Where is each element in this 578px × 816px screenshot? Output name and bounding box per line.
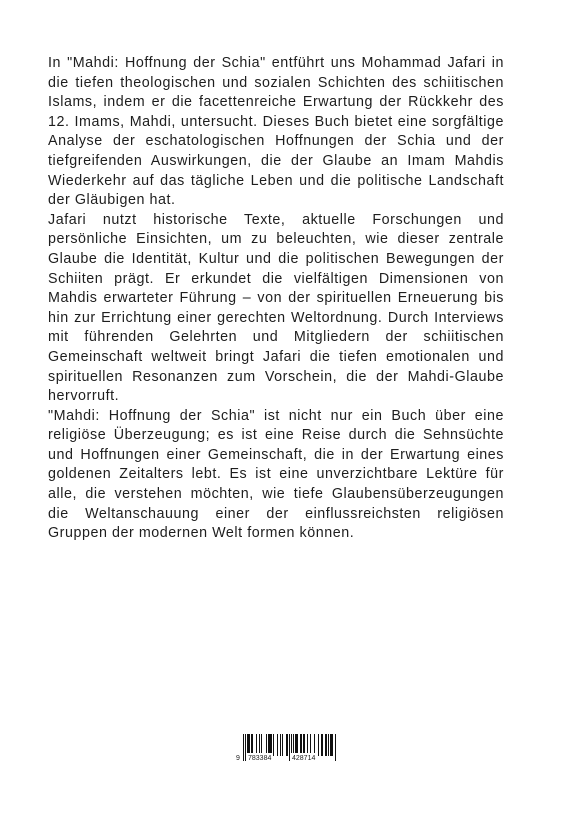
blurb-paragraph-1: In "Mahdi: Hoffnung der Schia" entführt uns Mohammad Jafari in die tiefen theologischen und sozialen Schichten des schiitischen Islams, indem er die facettenreiche Erwartung der Rückkehr des 12. Imams, Mahdi, untersucht. Dieses Buch bietet eine sorgfältige Analyse der eschatologischen Hoffnungen der Schia und der tiefgreifenden Auswirkungen, die der Glaube an Imam Mahdis Wiederkehr auf das tägliche Leben und die politische Landschaft der Gläubigen hat. (48, 55, 504, 209)
isbn-barcode (233, 734, 337, 766)
blurb-paragraph-2: Jafari nutzt historische Texte, aktuelle Forschungen und persönliche Einsichten, um zu beleuchten, wie dieser zentrale Glaube die Identität, Kultur und die politischen Bewegungen der Schiiten prägt. Er erkundet die vielfältigen Dimensionen von Mahdis erwarteter Führung – von der spirituellen Erneuerung bis hin zur Errichtung einer gerechten Weltordnung. Durch Interviews mit führenden Gelehrten und Mitgliedern der schiitischen Gemeinschaft weltweit bringt Jafari die tiefen emotionalen und spirituellen Resonanzen zum Vorschein, die der Mahdi-Glaube hervorruft. (48, 211, 504, 405)
barcode-digits (233, 753, 337, 765)
barcode-left-group: 783384 (247, 753, 272, 765)
blurb-paragraph-3: "Mahdi: Hoffnung der Schia" ist nicht nur ein Buch über eine religiöse Überzeugung; es ist eine Reise durch die Sehnsüchte und Hoffnungen einer Gemeinschaft, die in der Erwartung eines goldenen Zeitalters lebt. Es ist eine unverzichtbare Lektüre für alle, die verstehen möchten, wie tiefe Glaubensüberzeugungen die Weltanschauung einer der einflussreichsten religiösen Gruppen der modernen Welt formen können. (48, 407, 504, 542)
barcode-lead-digit: 9 (235, 753, 241, 765)
blurb-text (48, 54, 504, 544)
barcode-right-group: 428714 (291, 753, 316, 765)
